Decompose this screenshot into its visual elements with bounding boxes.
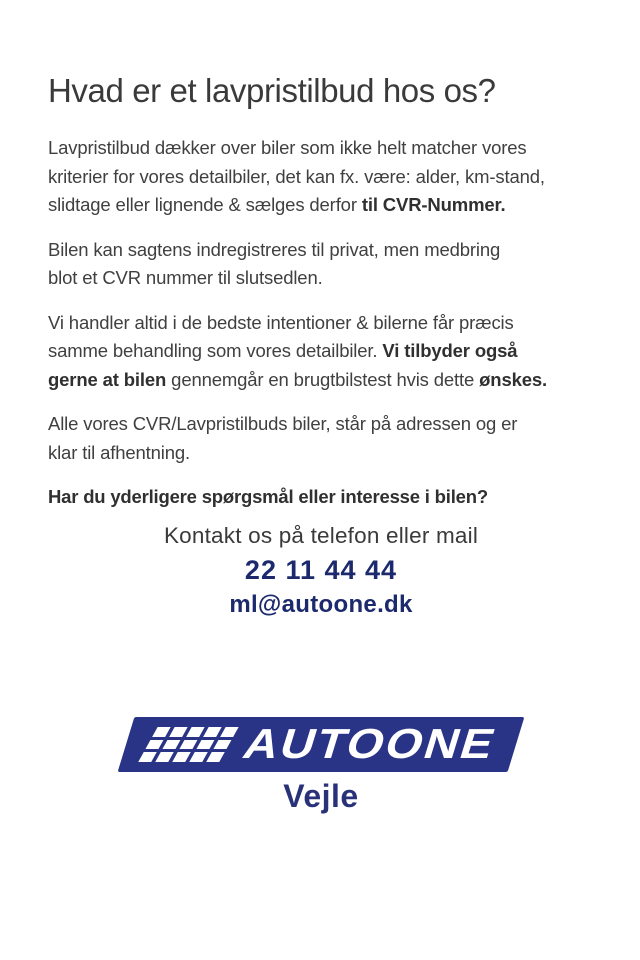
brand-wordmark: AUTOONE [238,719,503,766]
body-paragraph [48,134,594,220]
hatch-cell [138,752,156,762]
hatch-cell [179,739,197,749]
hatch-stripes-icon [138,727,238,762]
paragraph-line: Vi handler altid i de bedste intentioner & bilerne får præcis [48,311,514,333]
question-heading: Har du yderligere spørgsmål eller interesse i bilen? [48,486,488,507]
paragraph-line: gerne at bilen gennemgår en brugtbilstest hvis dette ønskes. [48,368,547,390]
email-address[interactable]: ml@autoone.dk [229,590,413,618]
body-copy [48,134,594,467]
hatch-cell [186,727,204,737]
hatch-cell [155,752,173,762]
body-paragraph [48,236,594,293]
hatch-cell [145,739,163,749]
autoone-logo [48,717,594,815]
phone-number[interactable]: 22 11 44 44 [244,554,398,585]
hatch-row [145,739,231,749]
paragraph-line: samme behandling som vores detailbiler. Vi tilbyder også [48,340,518,361]
body-paragraph [48,309,594,395]
hatch-cell [203,727,221,737]
page-title: Hvad er et lavpristilbud hos os? [48,72,496,109]
paragraph-line: Lavpristilbud dækker over biler som ikke helt matcher vores [48,137,527,158]
paragraph-line: slidtage eller lignende & sælges derfor til CVR-Nummer. [48,194,506,215]
hatch-row [138,752,224,762]
paragraph-line: klar til afhentning. [48,441,191,463]
paragraph-line: kriterier for vores detailbiler, det kan fx. være: alder, km-stand, [48,165,545,187]
hatch-cell [172,752,190,762]
contact-lead: Kontakt os på telefon eller mail [163,522,479,548]
city-label: Vejle [283,777,359,814]
body-paragraph [48,410,594,467]
hatch-cell [169,727,187,737]
paragraph-line: Bilen kan sagtens indregistreres til privat, men medbring [48,238,501,260]
hatch-cell [162,739,180,749]
hatch-cell [152,727,170,737]
logo-banner [118,717,525,772]
hatch-cell [206,752,224,762]
hatch-cell [220,727,238,737]
paragraph-line: blot et CVR nummer til slutsedlen. [48,267,323,288]
paragraph-line: Alle vores CVR/Lavpristilbuds biler, står på adressen og er [48,413,518,434]
hatch-row [152,727,238,737]
hatch-cell [196,739,214,749]
contact-block [48,520,594,622]
hatch-cell [213,739,231,749]
hatch-cell [189,752,207,762]
